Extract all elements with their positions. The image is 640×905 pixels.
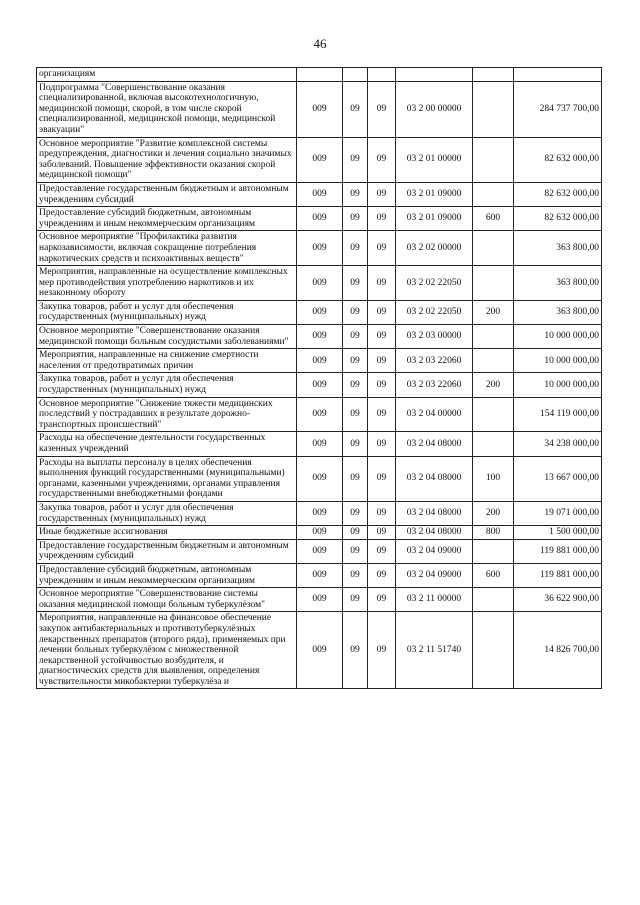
- row-name-cell: Мероприятия, направленные на осуществление комплексных мер противодействия употреблению наркотиков и их незаконному обороту: [37, 266, 297, 301]
- row-section-cell: 09: [343, 612, 368, 689]
- row-expense-type-cell: [473, 612, 514, 689]
- row-amount-cell: [514, 68, 602, 82]
- row-admin-code-cell: 009: [297, 266, 343, 301]
- row-amount-cell: 154 119 000,00: [514, 397, 602, 432]
- row-name-cell: Расходы на выплаты персоналу в целях обеспечения выполнения функций государственными (муниципальными) органами, казенными учреждениями, органами управления государственными внебюджетными фондами: [37, 456, 297, 501]
- row-subsection-cell: 09: [368, 349, 396, 373]
- row-subsection-cell: 09: [368, 373, 396, 397]
- row-expense-type-cell: [473, 588, 514, 612]
- row-section-cell: 09: [343, 300, 368, 324]
- budget-table: [36, 67, 602, 689]
- row-name-cell: Предоставление государственным бюджетным и автономным учреждениям субсидий: [37, 539, 297, 563]
- row-target-article-cell: [396, 68, 473, 82]
- row-amount-cell: 13 667 000,00: [514, 456, 602, 501]
- row-amount-cell: 36 622 900,00: [514, 588, 602, 612]
- row-expense-type-cell: [473, 137, 514, 182]
- row-subsection-cell: 09: [368, 137, 396, 182]
- row-target-article-cell: 03 2 04 09000: [396, 539, 473, 563]
- row-section-cell: 09: [343, 231, 368, 266]
- row-expense-type-cell: [473, 397, 514, 432]
- row-subsection-cell: 09: [368, 231, 396, 266]
- row-section-cell: 09: [343, 373, 368, 397]
- row-subsection-cell: 09: [368, 539, 396, 563]
- row-amount-cell: 119 881 000,00: [514, 563, 602, 587]
- row-amount-cell: 10 000 000,00: [514, 349, 602, 373]
- row-amount-cell: 363 800,00: [514, 266, 602, 301]
- row-subsection-cell: 09: [368, 266, 396, 301]
- table-row: [37, 456, 602, 501]
- row-expense-type-cell: 800: [473, 526, 514, 540]
- row-amount-cell: 1 500 000,00: [514, 526, 602, 540]
- row-amount-cell: 82 632 000,00: [514, 182, 602, 206]
- row-admin-code-cell: 009: [297, 182, 343, 206]
- row-amount-cell: 284 737 700,00: [514, 81, 602, 137]
- row-name-cell: Подпрограмма "Совершенствование оказания специализированной, включая высокотехнологичную, медицинской помощи, скорой, в том числе скорой специализированной, медицинской помощи, медицинской эвакуации": [37, 81, 297, 137]
- table-row: [37, 563, 602, 587]
- table-row: [37, 207, 602, 231]
- row-expense-type-cell: [473, 266, 514, 301]
- row-subsection-cell: 09: [368, 563, 396, 587]
- row-amount-cell: 10 000 000,00: [514, 325, 602, 349]
- table-row: [37, 182, 602, 206]
- budget-table-body: [37, 68, 602, 689]
- row-admin-code-cell: 009: [297, 81, 343, 137]
- row-name-cell: Основное мероприятие "Профилактика развития наркозависимости, включая сокращение потребления наркотических средств и психоактивных веществ": [37, 231, 297, 266]
- table-row: [37, 68, 602, 82]
- table-row: [37, 588, 602, 612]
- row-name-cell: Мероприятия, направленные на снижение смертности населения от предотвратимых причин: [37, 349, 297, 373]
- row-section-cell: 09: [343, 456, 368, 501]
- row-admin-code-cell: 009: [297, 325, 343, 349]
- row-expense-type-cell: 600: [473, 207, 514, 231]
- row-target-article-cell: 03 2 04 09000: [396, 563, 473, 587]
- page-number: 46: [313, 36, 327, 51]
- row-section-cell: 09: [343, 137, 368, 182]
- row-target-article-cell: 03 2 00 00000: [396, 81, 473, 137]
- row-subsection-cell: 09: [368, 207, 396, 231]
- row-admin-code-cell: 009: [297, 539, 343, 563]
- row-amount-cell: 363 800,00: [514, 300, 602, 324]
- row-admin-code-cell: 009: [297, 137, 343, 182]
- row-target-article-cell: 03 2 03 22060: [396, 349, 473, 373]
- row-admin-code-cell: 009: [297, 231, 343, 266]
- row-target-article-cell: 03 2 04 08000: [396, 456, 473, 501]
- row-amount-cell: 19 071 000,00: [514, 501, 602, 525]
- row-subsection-cell: 09: [368, 325, 396, 349]
- row-name-cell: Предоставление субсидий бюджетным, автономным учреждениям и иным некоммерческим организациям: [37, 207, 297, 231]
- row-expense-type-cell: 600: [473, 563, 514, 587]
- row-expense-type-cell: 200: [473, 501, 514, 525]
- row-subsection-cell: 09: [368, 612, 396, 689]
- row-section-cell: 09: [343, 207, 368, 231]
- row-admin-code-cell: 009: [297, 207, 343, 231]
- row-target-article-cell: 03 2 11 00000: [396, 588, 473, 612]
- row-amount-cell: 10 000 000,00: [514, 373, 602, 397]
- row-target-article-cell: 03 2 04 00000: [396, 397, 473, 432]
- row-admin-code-cell: 009: [297, 526, 343, 540]
- row-name-cell: организациям: [37, 68, 297, 82]
- row-subsection-cell: [368, 68, 396, 82]
- row-admin-code-cell: 009: [297, 563, 343, 587]
- row-target-article-cell: 03 2 03 00000: [396, 325, 473, 349]
- table-row: [37, 539, 602, 563]
- row-target-article-cell: 03 2 01 00000: [396, 137, 473, 182]
- row-subsection-cell: 09: [368, 182, 396, 206]
- row-subsection-cell: 09: [368, 501, 396, 525]
- row-amount-cell: 34 238 000,00: [514, 432, 602, 456]
- row-admin-code-cell: 009: [297, 501, 343, 525]
- row-subsection-cell: 09: [368, 397, 396, 432]
- row-expense-type-cell: [473, 68, 514, 82]
- row-target-article-cell: 03 2 02 22050: [396, 300, 473, 324]
- row-subsection-cell: 09: [368, 432, 396, 456]
- row-target-article-cell: 03 2 01 09000: [396, 182, 473, 206]
- row-admin-code-cell: 009: [297, 588, 343, 612]
- row-expense-type-cell: [473, 325, 514, 349]
- row-name-cell: Основное мероприятие "Снижение тяжести медицинских последствий у пострадавших в результате дорожно-транспортных происшествий": [37, 397, 297, 432]
- table-row: [37, 137, 602, 182]
- row-target-article-cell: 03 2 02 00000: [396, 231, 473, 266]
- row-admin-code-cell: 009: [297, 373, 343, 397]
- row-expense-type-cell: [473, 349, 514, 373]
- row-name-cell: Основное мероприятие "Развитие комплексной системы предупреждения, диагностики и лечения социально значимых заболеваний. Повышение эффективности оказания скорой медицинской помощи": [37, 137, 297, 182]
- row-admin-code-cell: 009: [297, 432, 343, 456]
- row-admin-code-cell: 009: [297, 456, 343, 501]
- row-name-cell: Предоставление субсидий бюджетным, автономным учреждениям и иным некоммерческим организациям: [37, 563, 297, 587]
- row-section-cell: 09: [343, 563, 368, 587]
- row-subsection-cell: 09: [368, 588, 396, 612]
- row-name-cell: Предоставление государственным бюджетным и автономным учреждениям субсидий: [37, 182, 297, 206]
- row-section-cell: 09: [343, 432, 368, 456]
- table-row: [37, 612, 602, 689]
- table-row: [37, 432, 602, 456]
- row-name-cell: Закупка товаров, работ и услуг для обеспечения государственных (муниципальных) нужд: [37, 300, 297, 324]
- row-amount-cell: 82 632 000,00: [514, 137, 602, 182]
- row-section-cell: 09: [343, 81, 368, 137]
- row-expense-type-cell: [473, 231, 514, 266]
- row-section-cell: 09: [343, 501, 368, 525]
- row-section-cell: [343, 68, 368, 82]
- row-section-cell: 09: [343, 182, 368, 206]
- row-expense-type-cell: 100: [473, 456, 514, 501]
- row-section-cell: 09: [343, 349, 368, 373]
- table-row: [37, 81, 602, 137]
- row-section-cell: 09: [343, 397, 368, 432]
- row-name-cell: Мероприятия, направленные на финансовое обеспечение закупок антибактериальных и противотуберкулёзных лекарственных препаратов (второго ряда), применяемых при лечении больных туберкулёзом с множественной лекарственной устойчивостью возбудителя, и диагностических средств для выявления, определения чувствительности микобактерии туберкулёза и: [37, 612, 297, 689]
- row-section-cell: 09: [343, 325, 368, 349]
- row-subsection-cell: 09: [368, 526, 396, 540]
- table-row: [37, 373, 602, 397]
- table-row: [37, 325, 602, 349]
- row-subsection-cell: 09: [368, 300, 396, 324]
- table-row: [37, 501, 602, 525]
- row-name-cell: Основное мероприятие "Совершенствование системы оказания медицинской помощи больным туберкулёзом": [37, 588, 297, 612]
- row-target-article-cell: 03 2 11 51740: [396, 612, 473, 689]
- table-row: [37, 526, 602, 540]
- row-expense-type-cell: [473, 182, 514, 206]
- row-admin-code-cell: [297, 68, 343, 82]
- row-section-cell: 09: [343, 526, 368, 540]
- row-expense-type-cell: [473, 539, 514, 563]
- row-amount-cell: 14 826 700,00: [514, 612, 602, 689]
- row-subsection-cell: 09: [368, 456, 396, 501]
- row-expense-type-cell: [473, 432, 514, 456]
- row-expense-type-cell: 200: [473, 300, 514, 324]
- table-row: [37, 397, 602, 432]
- table-row: [37, 300, 602, 324]
- row-amount-cell: 82 632 000,00: [514, 207, 602, 231]
- row-admin-code-cell: 009: [297, 397, 343, 432]
- table-row: [37, 349, 602, 373]
- row-name-cell: Закупка товаров, работ и услуг для обеспечения государственных (муниципальных) нужд: [37, 501, 297, 525]
- table-row: [37, 231, 602, 266]
- row-expense-type-cell: [473, 81, 514, 137]
- row-admin-code-cell: 009: [297, 612, 343, 689]
- row-target-article-cell: 03 2 03 22060: [396, 373, 473, 397]
- row-name-cell: Иные бюджетные ассигнования: [37, 526, 297, 540]
- row-section-cell: 09: [343, 588, 368, 612]
- row-section-cell: 09: [343, 266, 368, 301]
- row-target-article-cell: 03 2 04 08000: [396, 526, 473, 540]
- row-amount-cell: 119 881 000,00: [514, 539, 602, 563]
- row-name-cell: Закупка товаров, работ и услуг для обеспечения государственных (муниципальных) нужд: [37, 373, 297, 397]
- row-section-cell: 09: [343, 539, 368, 563]
- row-target-article-cell: 03 2 04 08000: [396, 432, 473, 456]
- row-target-article-cell: 03 2 01 09000: [396, 207, 473, 231]
- row-admin-code-cell: 009: [297, 300, 343, 324]
- row-expense-type-cell: 200: [473, 373, 514, 397]
- row-name-cell: Основное мероприятие "Совершенствование оказания медицинской помощи больным сосудистыми заболеваниями": [37, 325, 297, 349]
- row-target-article-cell: 03 2 02 22050: [396, 266, 473, 301]
- row-admin-code-cell: 009: [297, 349, 343, 373]
- row-target-article-cell: 03 2 04 08000: [396, 501, 473, 525]
- row-amount-cell: 363 800,00: [514, 231, 602, 266]
- table-row: [37, 266, 602, 301]
- row-name-cell: Расходы на обеспечение деятельности государственных казенных учреждений: [37, 432, 297, 456]
- row-subsection-cell: 09: [368, 81, 396, 137]
